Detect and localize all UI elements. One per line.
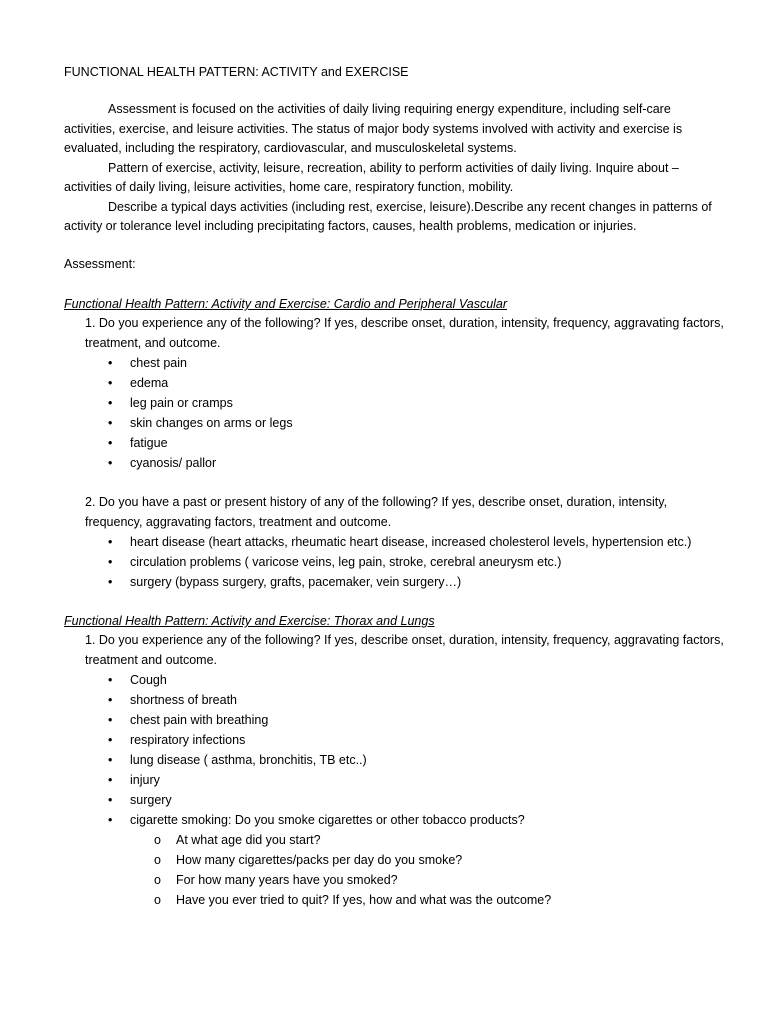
bullet-icon: • bbox=[108, 575, 113, 589]
sub-list-item: o Have you ever tried to quit? If yes, how and what was the outcome? bbox=[176, 890, 724, 910]
smoking-sublist bbox=[130, 830, 724, 910]
list-item: • chest pain with breathing bbox=[130, 710, 724, 730]
assessment-heading: Assessment: bbox=[64, 257, 136, 271]
section-thorax-lungs bbox=[64, 611, 724, 910]
section-title: Functional Health Pattern: Activity and Exercise: Cardio and Peripheral Vascular bbox=[64, 297, 508, 311]
circle-bullet-icon: o bbox=[154, 893, 161, 907]
list-item: • respiratory infections bbox=[130, 730, 724, 750]
document-title: FUNCTIONAL HEALTH PATTERN: ACTIVITY and EXERCISE bbox=[64, 65, 409, 79]
list-item: • edema bbox=[130, 373, 724, 393]
bullet-icon: • bbox=[108, 733, 113, 747]
list-item: • skin changes on arms or legs bbox=[130, 413, 724, 433]
section-cardio-vascular bbox=[64, 294, 724, 592]
bullet-icon: • bbox=[108, 416, 113, 430]
bullet-icon: • bbox=[108, 356, 113, 370]
intro-paragraph: Pattern of exercise, activity, leisure, recreation, ability to perform activities of daily living. Inquire about – activities of daily living, leisure activities, home care, respiratory function, mobility. bbox=[64, 160, 679, 194]
bullet-icon: • bbox=[108, 376, 113, 390]
sub-list-item: o How many cigarettes/packs per day do you smoke? bbox=[176, 850, 724, 870]
history-list bbox=[64, 532, 724, 592]
list-item: • surgery bbox=[130, 790, 724, 810]
sub-list-item: o At what age did you start? bbox=[176, 830, 724, 850]
list-item: • lung disease ( asthma, bronchitis, TB etc..) bbox=[130, 750, 724, 770]
circle-bullet-icon: o bbox=[154, 833, 161, 847]
intro-section bbox=[64, 100, 714, 237]
list-item: • cigarette smoking: Do you smoke cigarettes or other tobacco products? o At what age did you start? o How many cigarettes/packs per day do you smoke? o For how many years have you smoked? o Have you ever tried to quit? If yes, how and what was the outcome? bbox=[130, 810, 724, 910]
list-item: • leg pain or cramps bbox=[130, 393, 724, 413]
sub-list-item: o For how many years have you smoked? bbox=[176, 870, 724, 890]
bullet-icon: • bbox=[108, 535, 113, 549]
circle-bullet-icon: o bbox=[154, 853, 161, 867]
list-item: • Cough bbox=[130, 670, 724, 690]
bullet-icon: • bbox=[108, 813, 113, 827]
list-item: • injury bbox=[130, 770, 724, 790]
intro-paragraph: Describe a typical days activities (including rest, exercise, leisure).Describe any recent changes in patterns of activity or tolerance level including precipitating factors, causes, health problems, medication or injuries. bbox=[64, 199, 712, 233]
list-item: • heart disease (heart attacks, rheumatic heart disease, increased cholesterol levels, hypertension etc.) bbox=[130, 532, 724, 552]
question-1: 1. Do you experience any of the following? If yes, describe onset, duration, intensity, frequency, aggravating factors, treatment, and outcome. bbox=[85, 316, 724, 350]
circle-bullet-icon: o bbox=[154, 873, 161, 887]
symptom-list bbox=[64, 670, 724, 910]
question-2: 2. Do you have a past or present history of any of the following? If yes, describe onset, duration, intensity, frequency, aggravating factors, treatment and outcome. bbox=[85, 495, 668, 529]
list-item: • chest pain bbox=[130, 353, 724, 373]
list-item: • circulation problems ( varicose veins, leg pain, stroke, cerebral aneurysm etc.) bbox=[130, 552, 724, 572]
bullet-icon: • bbox=[108, 396, 113, 410]
symptom-list bbox=[64, 353, 724, 473]
question-1: 1. Do you experience any of the following? If yes, describe onset, duration, intensity, frequency, aggravating factors, treatment and outcome. bbox=[85, 633, 724, 667]
bullet-icon: • bbox=[108, 555, 113, 569]
bullet-icon: • bbox=[108, 673, 113, 687]
bullet-icon: • bbox=[108, 773, 113, 787]
list-item: • cyanosis/ pallor bbox=[130, 453, 724, 473]
bullet-icon: • bbox=[108, 753, 113, 767]
list-item: • fatigue bbox=[130, 433, 724, 453]
bullet-icon: • bbox=[108, 793, 113, 807]
bullet-icon: • bbox=[108, 693, 113, 707]
section-title: Functional Health Pattern: Activity and Exercise: Thorax and Lungs bbox=[64, 614, 435, 628]
bullet-icon: • bbox=[108, 456, 113, 470]
list-item: • shortness of breath bbox=[130, 690, 724, 710]
bullet-icon: • bbox=[108, 436, 113, 450]
bullet-icon: • bbox=[108, 713, 113, 727]
intro-paragraph: Assessment is focused on the activities of daily living requiring energy expenditure, including self-care activities, exercise, and leisure activities. The status of major body systems involved with activity and exercise is evaluated, including the respiratory, cardiovascular, and musculoskeletal systems. bbox=[64, 102, 683, 155]
list-item: • surgery (bypass surgery, grafts, pacemaker, vein surgery…) bbox=[130, 572, 724, 592]
